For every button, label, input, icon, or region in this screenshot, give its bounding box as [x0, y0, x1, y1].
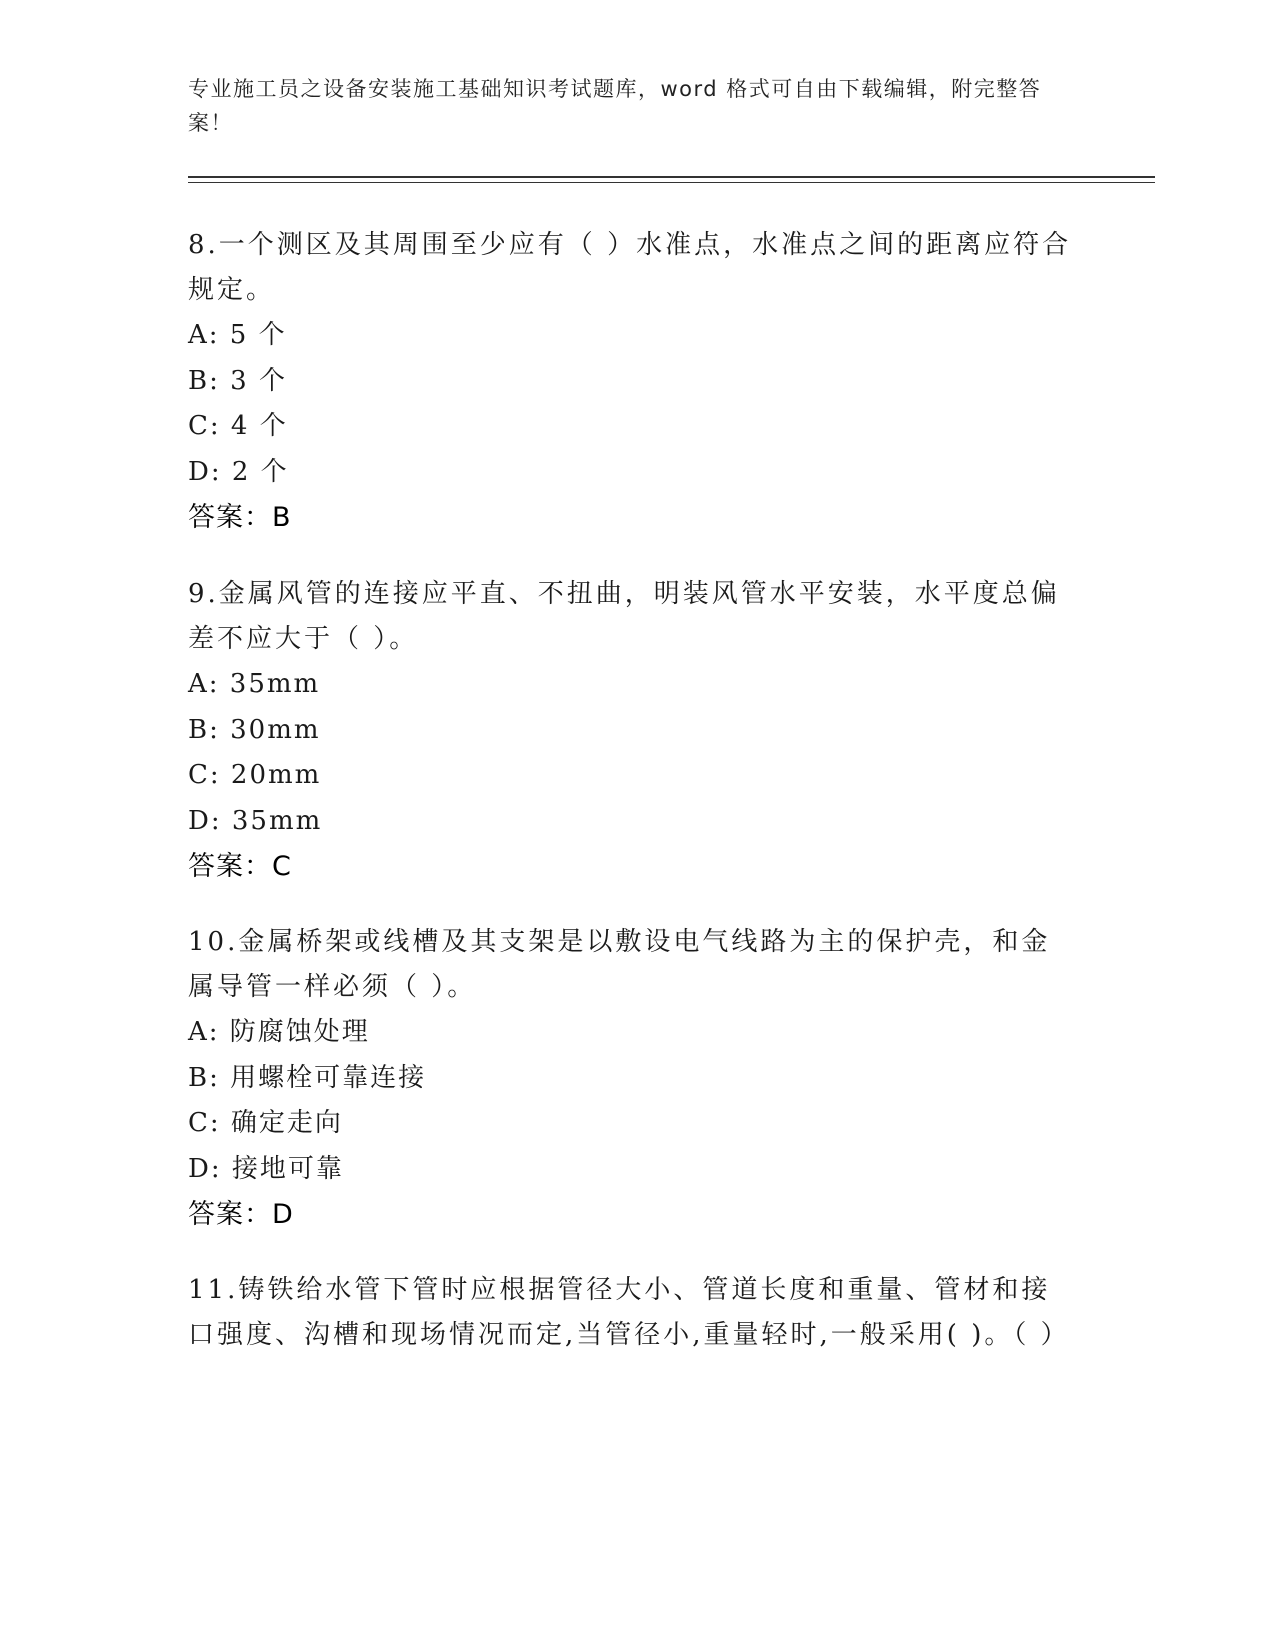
option-d: D: 2 个: [188, 456, 289, 487]
option-b: B: 3 个: [188, 365, 287, 396]
question-11: [188, 1268, 1078, 1358]
option-c: C: 4 个: [188, 411, 288, 441]
option-b: B: 用螺栓可靠连接: [188, 1062, 427, 1093]
header-divider-thin: [188, 182, 1155, 183]
question-8: [188, 223, 1078, 540]
option-c: C: 20mm: [188, 760, 322, 790]
question-9: [188, 572, 1078, 889]
option-c: C: 确定走向: [188, 1108, 343, 1138]
question-10: [188, 920, 1078, 1237]
question-stem: 10.金属桥架或线槽及其支架是以敷设电气线路为主的保护壳，和金属导管一样必须（ ）。: [188, 927, 1051, 1002]
header-divider: [188, 176, 1155, 178]
document-header: 专业施工员之设备安装施工基础知识考试题库，word 格式可自由下载编辑，附完整答案！: [188, 77, 1042, 135]
answer-line: 答案：B: [188, 502, 292, 533]
answer-line: 答案：D: [188, 1199, 294, 1230]
option-a: A: 5 个: [188, 320, 287, 350]
question-stem: 8.一个测区及其周围至少应有（ ）水准点，水准点之间的距离应符合规定。: [188, 230, 1072, 305]
question-stem: 11.铸铁给水管下管时应根据管径大小、管道长度和重量、管材和接口强度、沟槽和现场情况而定,当管径小,重量轻时,一般采用( )。（ ）: [188, 1275, 1070, 1350]
option-a: A: 防腐蚀处理: [188, 1017, 370, 1047]
option-d: D: 35mm: [188, 805, 323, 836]
option-b: B: 30mm: [188, 714, 321, 745]
option-d: D: 接地可靠: [188, 1153, 344, 1184]
answer-line: 答案：C: [188, 851, 292, 882]
option-a: A: 35mm: [188, 669, 321, 699]
question-stem: 9.金属风管的连接应平直、不扭曲，明装风管水平安装，水平度总偏差不应大于（ ）。: [188, 579, 1060, 654]
